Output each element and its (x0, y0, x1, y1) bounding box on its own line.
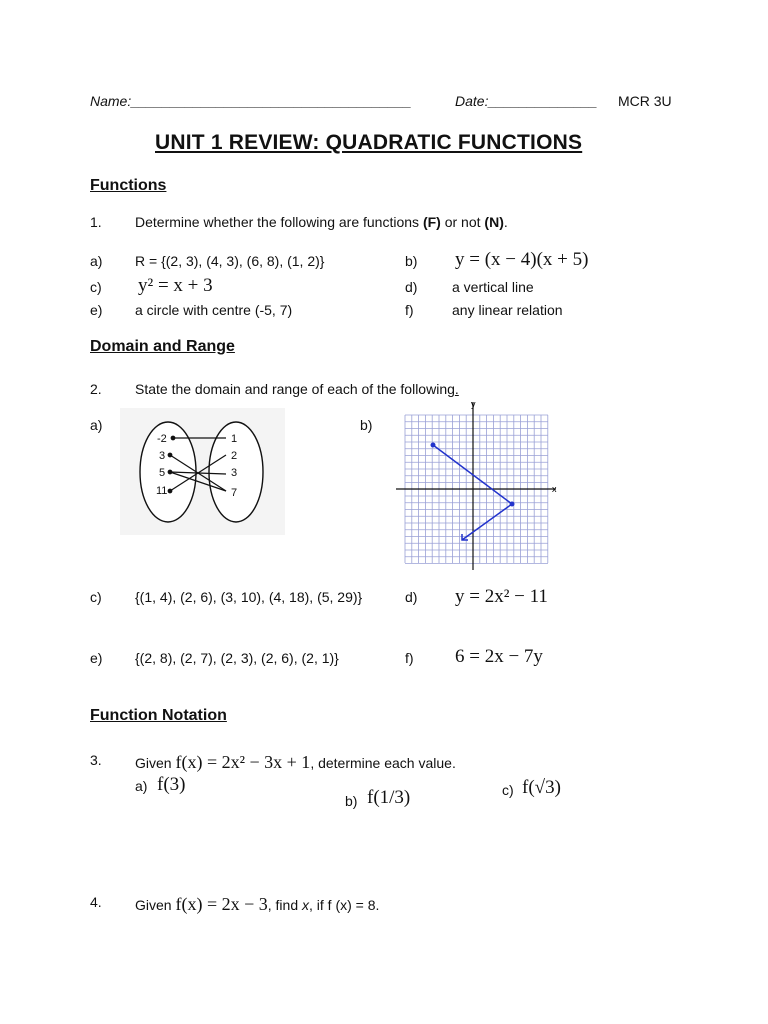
item-text: {(2, 8), (2, 7), (2, 3), (2, 6), (2, 1)} (135, 650, 339, 666)
section-heading-function-notation: Function Notation (90, 707, 227, 724)
item-equation: y = 2x² − 11 (455, 586, 548, 607)
range-value: 7 (231, 487, 238, 499)
y-axis-label: y (471, 399, 476, 409)
graph-vertex (510, 502, 515, 507)
item-label: e) (90, 302, 103, 318)
mapping-diagram (120, 408, 285, 535)
range-value: 2 (231, 450, 238, 462)
question-text-part: Determine whether the following are functions (135, 214, 423, 230)
question-number: 2. (90, 381, 102, 397)
domain-value: 11 (156, 485, 168, 497)
item-text: any linear relation (452, 302, 563, 318)
item-text: a vertical line (452, 279, 534, 295)
item-label: a) (90, 417, 103, 433)
item-label: b) (360, 417, 373, 433)
not-functions-marker: (N) (484, 214, 504, 230)
item-label: c) (90, 279, 102, 295)
item-text: a circle with centre (-5, 7) (135, 302, 293, 318)
function-definition: f(x) = 2x − 3 (175, 894, 268, 914)
question-text (135, 752, 456, 773)
course-code: MCR 3U (618, 93, 672, 109)
domain-value: -2 (157, 433, 167, 445)
item-equation: 6 = 2x − 7y (455, 646, 543, 667)
item-equation: y = (x − 4)(x + 5) (455, 249, 589, 270)
item-label: f) (405, 650, 414, 666)
mapping-point (168, 470, 172, 474)
item-equation: y² = x + 3 (138, 275, 213, 296)
functions-marker: (F) (422, 214, 441, 230)
item-label: a) (90, 253, 103, 269)
item-label: c) (502, 782, 514, 798)
function-definition: f(x) = 2x² − 3x + 1 (175, 752, 311, 772)
item-text: {(1, 4), (2, 6), (3, 10), (4, 18), (5, 29)} (135, 589, 363, 605)
item-label: b) (345, 793, 358, 809)
item-label: b) (405, 253, 418, 269)
mapping-point (171, 436, 175, 440)
question-text-part: Given (135, 755, 172, 771)
question-text-period: . (454, 381, 459, 397)
question-text-part: State the domain and range of each of the following (135, 381, 455, 397)
domain-value: 5 (159, 467, 166, 479)
item-text: R = {(2, 3), (4, 3), (6, 8), (1, 2)} (135, 253, 325, 269)
item-label: d) (405, 279, 418, 295)
item-label: c) (90, 589, 102, 605)
question-text-part: , if f (x) = 8. (309, 897, 380, 913)
question-number: 1. (90, 214, 102, 230)
name-field-label: Name:____________________________________ (90, 93, 412, 109)
range-value: 1 (231, 433, 238, 445)
item-label: e) (90, 650, 103, 666)
section-heading-domain-range: Domain and Range (90, 338, 235, 355)
question-text-part: Given (135, 897, 172, 913)
item-label: f) (405, 302, 414, 318)
item-label: d) (405, 589, 418, 605)
question-text-part: , find (267, 897, 303, 913)
graph-endpoint (431, 443, 436, 448)
range-value: 3 (231, 467, 238, 479)
section-heading-functions: Functions (90, 177, 167, 194)
item-equation: f(3) (157, 774, 186, 795)
page-title: UNIT 1 REVIEW: QUADRATIC FUNCTIONS (155, 131, 583, 154)
question-text-part: or not (440, 214, 485, 230)
x-axis-label: x (552, 484, 557, 494)
item-equation: f(1/3) (367, 787, 411, 808)
question-text (135, 894, 379, 915)
item-label: a) (135, 778, 148, 794)
question-text-part: , determine each value. (310, 755, 456, 771)
question-number: 3. (90, 752, 102, 768)
mapping-point (168, 453, 172, 457)
item-equation: f(√3) (522, 777, 561, 798)
mapping-point (168, 489, 172, 493)
date-field-label: Date:______________ (455, 93, 598, 109)
domain-value: 3 (159, 450, 166, 462)
question-text-part: . (503, 214, 508, 230)
question-number: 4. (90, 894, 102, 910)
question-text (135, 381, 459, 397)
coordinate-grid-graph (396, 398, 564, 578)
variable: x (302, 897, 310, 913)
question-text (135, 214, 508, 230)
